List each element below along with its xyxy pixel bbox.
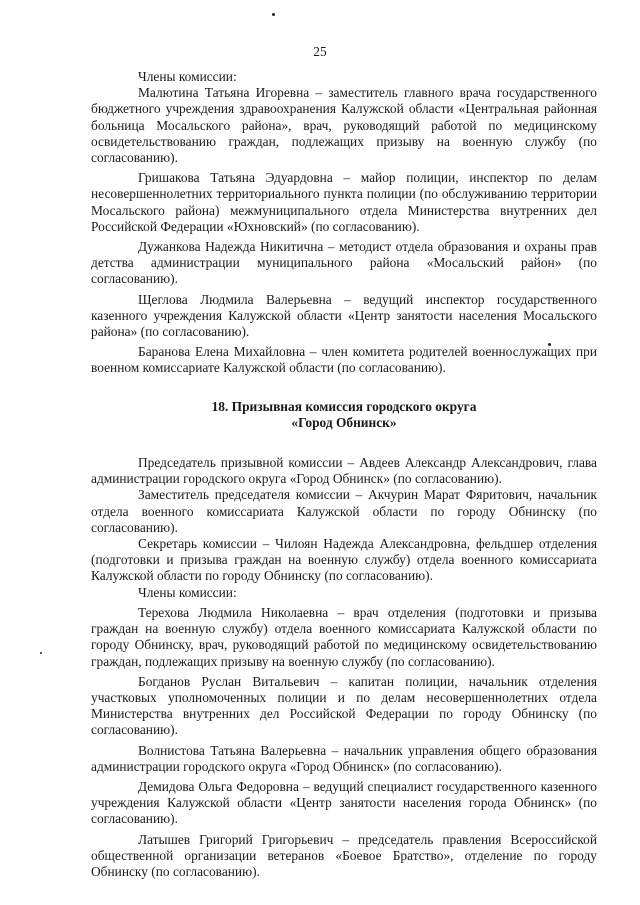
document-body [91,69,597,880]
scan-speck [40,652,42,654]
page-number: 25 [313,44,327,59]
member-paragraph: Демидова Ольга Федоровна – ведущий специалист государственного казенного учреждения Калужской области «Центр занятости населения города Обнинск» (по согласованию). [91,778,597,827]
member-paragraph: Щеглова Людмила Валерьевна – ведущий инспектор государственного казенного учреждения Калужской области «Центр занятости населения Мосальского района» (по согласованию). [91,291,597,340]
member-paragraph: Дужанкова Надежда Никитична – методист отдела образования и охраны прав детства администрации муниципального района «Мосальский район» (по согласованию). [91,239,597,287]
member-paragraph: Малютина Татьяна Игоревна – заместитель главного врача государственного бюджетного учреждения здравоохранения Калужской области «Центральная районная больница Мосальского района», врач, руководящий работой по медицинскому освидетельствованию граждан, подлежащих призыву на военную службу (по согласованию). [91,85,597,166]
official-paragraph: Секретарь комиссии – Чилоян Надежда Александровна, фельдшер отделения (подготовки и призыва граждан на военную службу) отдела военного комиссариата Калужской области по городу Обнинску (по согласованию). [91,536,597,584]
section-heading [91,399,597,431]
section-heading-line: «Город Обнинск» [291,414,397,430]
member-paragraph: Баранова Елена Михайловна – член комитета родителей военнослужащих при военном комиссариате Калужской области (по согласованию). [91,344,597,376]
member-paragraph: Гришакова Татьяна Эдуардовна – майор полиции, инспектор по делам несовершеннолетних территориального пункта полиции (по обслуживанию территории Мосальского района) межмуниципального отдела Министерства внутренних дел Российской Федерации «Юхновский» (по согласованию). [91,170,597,234]
official-paragraph: Заместитель председателя комиссии – Акчурин Марат Фяритович, начальник отдела военного комиссариата Калужской области по городу Обнинску (по согласованию). [91,487,597,535]
members-label: Члены комиссии: [138,69,237,84]
member-paragraph: Богданов Руслан Витальевич – капитан полиции, начальник отделения участковых уполномоченных полиции и по делам несовершеннолетних отдела Министерства внутренних дел Российской Федерации по городу Обнинску (по согласованию). [91,673,597,738]
members-label: Члены комиссии: [138,584,237,600]
member-paragraph: Терехова Людмила Николаевна – врач отделения (подготовки и призыва граждан на военную службу) отдела военного комиссариата Калужской области по городу Обнинску, врач, руководящий работой по медицинскому освидетельствованию граждан, подлежащих призыву на военную службу (по согласованию). [91,604,597,669]
member-paragraph: Волнистова Татьяна Валерьевна – начальник управления общего образования администрации городского округа «Город Обнинск» (по согласованию). [91,742,597,774]
official-paragraph: Председатель призывной комиссии – Авдеев Александр Александрович, глава администрации городского округа «Город Обнинск» (по согласованию). [91,455,597,487]
section-heading-line: 18. Призывная комиссия городского округа [211,398,477,414]
scan-speck [272,13,275,16]
member-paragraph: Латышев Григорий Григорьевич – председатель правления Всероссийской общественной организации ветеранов «Боевое Братство», отделение по городу Обнинску (по согласованию). [91,831,597,879]
